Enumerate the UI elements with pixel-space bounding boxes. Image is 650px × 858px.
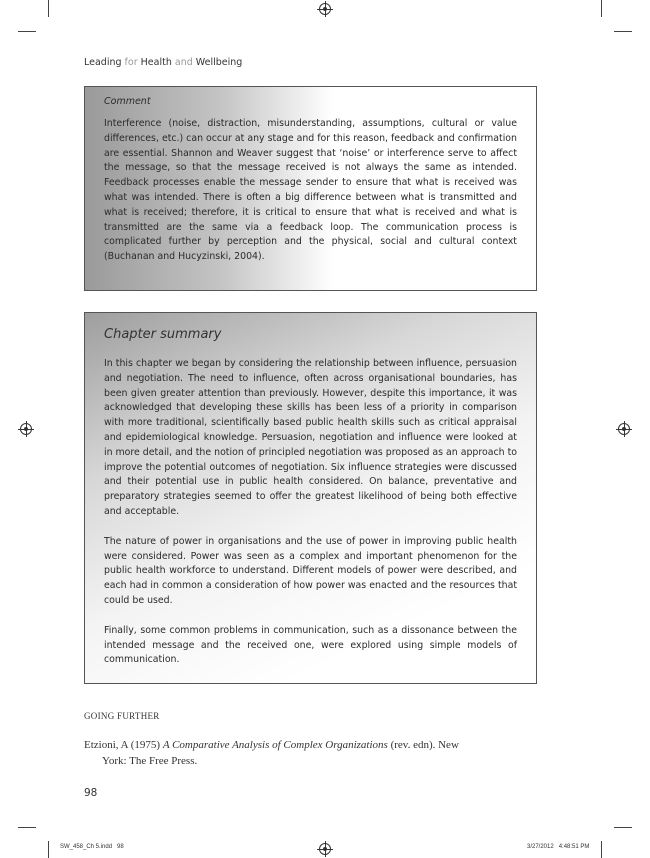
chapter-summary-title: Chapter summary: [104, 327, 222, 342]
summary-paragraph: In this chapter we began by considering the relationship between influence, persuasion and negotiation. The need to influence, often across organisational boundaries, has been given greater attention than previously. However, despite this importance, it was acknowledged that developing these skills has been less of a priority in comparison with more traditional, scientifically based public health skills such as critical appraisal and epidemiological knowledge. Persuasion, negotiation and influence were looked at in more detail, and the notion of principled negotiation was proposed as an approach to improve the potential outcomes of negotiation. Six influence strategies were discussed and their potential use in public health considered. On balance, preventative and preparatory strategies seemed to offer the greatest likelihood of being both effective and acceptable.: [104, 358, 517, 517]
reference-entry: [84, 737, 474, 769]
crop-mark: [614, 31, 632, 32]
registration-mark-icon: [319, 3, 331, 15]
going-further-heading: GOING FURTHER: [84, 711, 160, 721]
reference-publication: (rev. edn). New York: The Free Press.: [102, 739, 459, 767]
reference-title: A Comparative Analysis of Complex Organizations: [162, 739, 388, 751]
crop-mark: [18, 827, 36, 828]
crop-mark: [48, 0, 49, 17]
chapter-summary-box: [84, 312, 537, 684]
registration-mark-icon: [319, 843, 331, 855]
crop-mark: [601, 0, 602, 17]
crop-mark: [614, 827, 632, 828]
comment-text: Interference (noise, distraction, misunderstanding, assumptions, cultural or value differences, etc.) can occur at any stage and for this reason, feedback and confirmation are essential. Shannon and Weaver suggest that ‘noise’ or interference serve to affect the message, so that the message received is not always the same as intended. Feedback processes enable the message sender to ensure that what is received was what was intended. There is often a big difference between what is transmitted and what is received; therefore, it is critical to ensure that what is received and what is transmitted are the same via a feedback loop. The communication process is complicated further by perception and the physical, social and cultural context (Buchanan and Hucyzinski, 2004).: [104, 118, 517, 263]
page-number: 98: [84, 787, 98, 799]
crop-mark: [601, 841, 602, 858]
registration-mark-icon: [618, 423, 630, 435]
summary-paragraph: Finally, some common problems in communication, such as a dissonance between the intended message and the received one, were explored using simple models of communication.: [104, 624, 517, 666]
running-head-word: Health: [140, 57, 172, 68]
registration-mark-icon: [20, 423, 32, 435]
reference-author: Etzioni, A (1975): [84, 739, 161, 751]
crop-mark: [48, 841, 49, 858]
summary-paragraph: The nature of power in organisations and the use of power in improving public health were considered. Power was seen as a complex and important phenomenon for the public health workforce to understand. Different models of power were described, and each had in common a consideration of how power was enacted and the resources that could be used.: [104, 535, 517, 606]
running-head-word: Wellbeing: [195, 57, 243, 68]
slug-file-info: SW_458_Ch 5.indd 98: [60, 844, 124, 850]
running-head-word: Leading: [84, 57, 122, 68]
running-head-word: for: [124, 57, 138, 68]
crop-mark: [18, 31, 36, 32]
slug-date-info: 3/27/2012 4:48:51 PM: [527, 844, 590, 850]
comment-title: Comment: [104, 96, 151, 107]
running-head: [84, 57, 242, 68]
comment-box: [84, 86, 537, 291]
running-head-word: and: [174, 57, 193, 68]
